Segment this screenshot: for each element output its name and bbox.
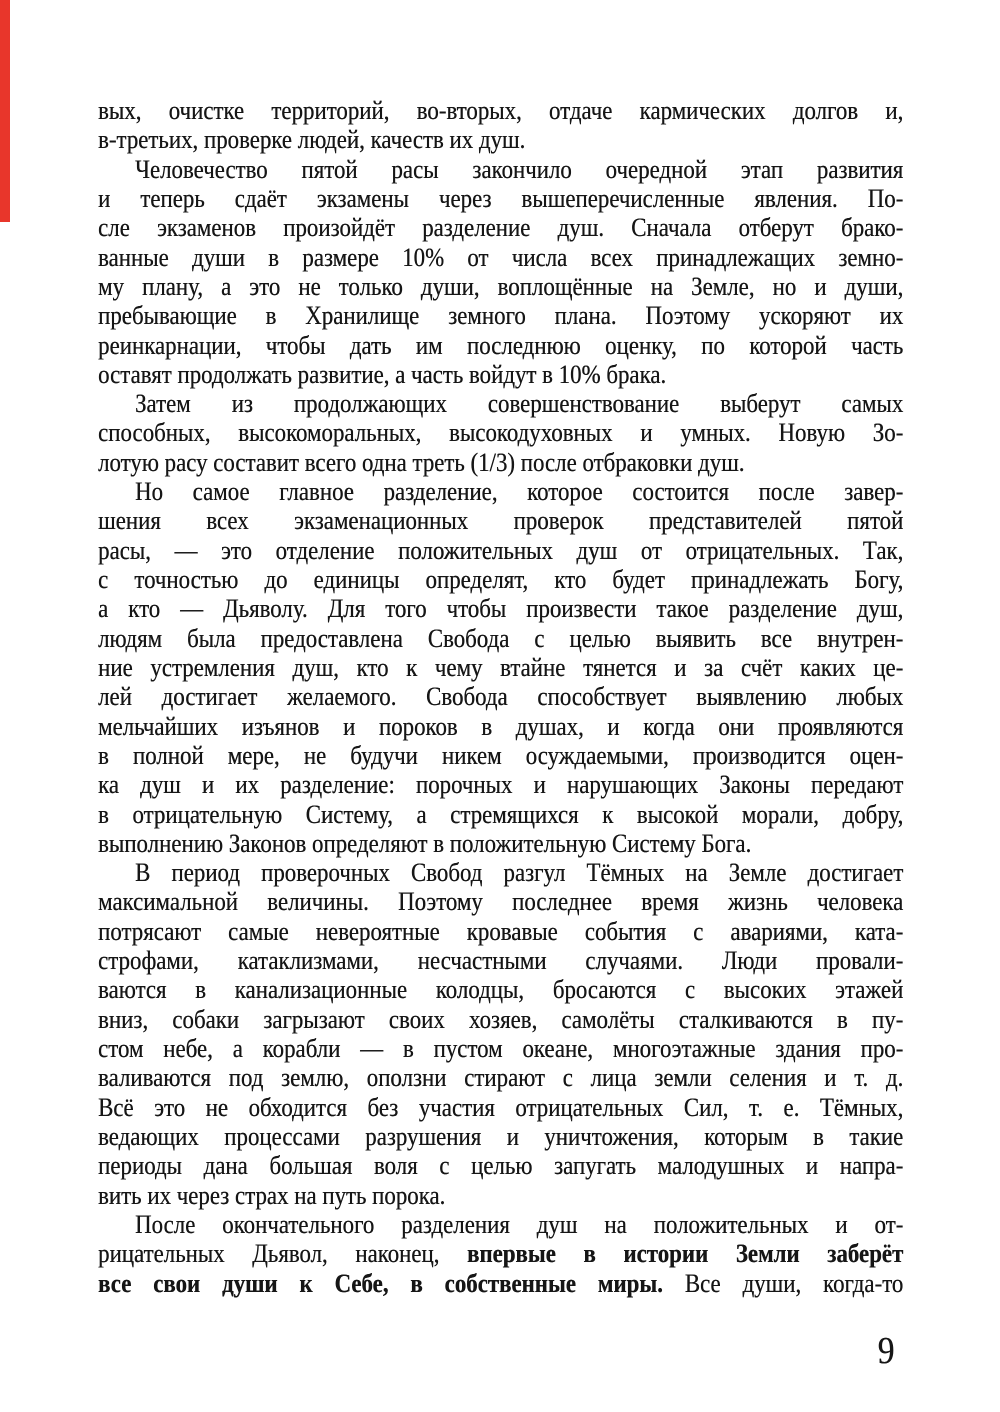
text-line <box>98 1269 903 1298</box>
text-line <box>98 624 903 653</box>
text-segment: В период проверочных Свобод разгул Тёмных на Земле достигает <box>134 858 904 888</box>
text-line <box>98 1093 903 1122</box>
text-line <box>98 829 903 858</box>
text-line <box>98 1181 903 1210</box>
text-line <box>98 418 903 447</box>
text-line <box>98 1210 903 1239</box>
text-line <box>98 1063 903 1092</box>
text-segment: ние устремления душ, кто к чему втайне тянется и за счёт каких це- <box>98 652 904 682</box>
text-segment: Человечество пятой расы закончило очередной этап развития <box>134 154 904 184</box>
text-line <box>98 770 903 799</box>
text-segment: После окончательного разделения душ на положительных и от- <box>134 1209 904 1239</box>
text-line <box>98 1239 903 1268</box>
text-segment: оставят продолжать развитие, а часть войдут в 10% брака. <box>98 359 667 389</box>
text-segment: способных, высокоморальных, высокодуховных и умных. Новую Зо- <box>98 418 904 448</box>
text-line <box>98 741 903 770</box>
text-line <box>98 653 903 682</box>
text-line <box>98 946 903 975</box>
text-segment: в отрицательную Систему, а стремящихся к высокой морали, добру, <box>98 799 904 829</box>
text-segment: ванные души в размере 10% от числа всех принадлежащих земно- <box>98 242 904 272</box>
text-line <box>98 682 903 711</box>
text-segment: лей достигает желаемого. Свобода способствует выявлению любых <box>98 682 904 712</box>
text-segment: лотую расу составит всего одна треть (1/3) после отбраковки душ. <box>98 447 745 477</box>
text-segment: ка душ и их разделение: порочных и нарушающих Законы передают <box>98 770 904 800</box>
text-line <box>98 594 903 623</box>
text-segment: Все души, когда-то <box>662 1268 904 1298</box>
text-segment: периоды дана большая воля с целью запугать малодушных и напра- <box>98 1151 904 1181</box>
text-line <box>98 887 903 916</box>
text-line <box>98 1151 903 1180</box>
text-line <box>98 565 903 594</box>
text-segment: выполнению Законов определяют в положительную Систему Бога. <box>98 828 752 858</box>
text-line <box>98 96 903 125</box>
text-line <box>98 1034 903 1063</box>
text-segment: шения всех экзаменационных проверок представителей пятой <box>98 506 904 536</box>
text-segment: рицательных Дьявол, наконец, <box>98 1239 467 1269</box>
text-line <box>98 712 903 741</box>
text-segment: строфами, катаклизмами, несчастными случаями. Люди провали- <box>98 946 904 976</box>
text-segment: вить их через страх на путь порока. <box>98 1180 446 1210</box>
text-segment: Затем из продолжающих совершенствование выберут самых <box>134 389 904 419</box>
bold-text-segment: впервые в истории Земли заберёт <box>466 1239 904 1269</box>
text-line <box>98 800 903 829</box>
text-segment: сле экзаменов произойдёт разделение душ. Сначала отберут брако- <box>98 213 904 243</box>
text-line <box>98 389 903 418</box>
text-segment: а кто — Дьяволу. Для того чтобы произвести такое разделение душ, <box>98 594 904 624</box>
text-segment: вых, очистке территорий, во-вторых, отдаче кармических долгов и, <box>98 96 904 125</box>
text-line <box>98 1122 903 1151</box>
text-line <box>98 975 903 1004</box>
text-line <box>98 360 903 389</box>
text-line <box>98 272 903 301</box>
text-segment: людям была предоставлена Свобода с целью выявить все внутрен- <box>98 623 904 653</box>
text-line <box>98 155 903 184</box>
text-segment: с точностью до единицы определят, кто будет принадлежать Богу, <box>98 565 904 594</box>
page-body <box>98 96 903 1298</box>
text-segment: потрясают самые невероятные кровавые события с авариями, ката- <box>98 916 904 946</box>
text-segment: ведающих процессами разрушения и уничтожения, которым в такие <box>98 1121 904 1151</box>
text-segment: вниз, собаки загрызают своих хозяев, самолёты сталкиваются в пу- <box>98 1004 904 1034</box>
page-number: 9 <box>877 1330 895 1372</box>
red-edge-marker <box>0 0 10 222</box>
text-line <box>98 301 903 330</box>
text-segment: расы, — это отделение положительных душ от отрицательных. Так, <box>98 535 904 565</box>
text-segment: ваются в канализационные колодцы, бросаются с высоких этажей <box>98 975 904 1005</box>
text-line <box>98 536 903 565</box>
text-line <box>98 184 903 213</box>
text-line <box>98 243 903 272</box>
text-segment: Но самое главное разделение, которое состоится после завер- <box>134 477 904 507</box>
bold-text-segment: все свои души к Себе, в собственные миры. <box>98 1268 663 1298</box>
text-line <box>98 125 903 154</box>
text-line <box>98 448 903 477</box>
text-line <box>98 917 903 946</box>
text-line <box>98 506 903 535</box>
text-line <box>98 1005 903 1034</box>
text-segment: в полной мере, не будучи никем осуждаемыми, производится оцен- <box>98 740 904 770</box>
text-segment: и теперь сдаёт экзамены через вышеперечисленные явления. По- <box>98 183 904 213</box>
text-segment: му плану, а это не только души, воплощённые на Земле, но и души, <box>98 271 904 301</box>
text-segment: максимальной величины. Поэтому последнее время жизнь человека <box>98 887 904 917</box>
text-segment: стом небе, а корабли — в пустом океане, многоэтажные здания про- <box>98 1034 904 1063</box>
text-line <box>98 213 903 242</box>
text-segment: мельчайших изъянов и пороков в душах, и когда они проявляются <box>98 711 904 741</box>
text-segment: Всё это не обходится без участия отрицательных Сил, т. е. Тёмных, <box>98 1092 904 1122</box>
text-segment: в-третьих, проверке людей, качеств их душ. <box>98 125 526 155</box>
text-segment: валиваются под землю, оползни стирают с лица земли селения и т. д. <box>98 1063 904 1093</box>
text-segment: реинкарнации, чтобы дать им последнюю оценку, по которой часть <box>98 330 904 360</box>
text-line <box>98 331 903 360</box>
page-footer <box>98 1331 903 1373</box>
text-segment: пребывающие в Хранилище земного плана. Поэтому ускоряют их <box>98 301 904 331</box>
text-line <box>98 858 903 887</box>
text-line <box>98 477 903 506</box>
